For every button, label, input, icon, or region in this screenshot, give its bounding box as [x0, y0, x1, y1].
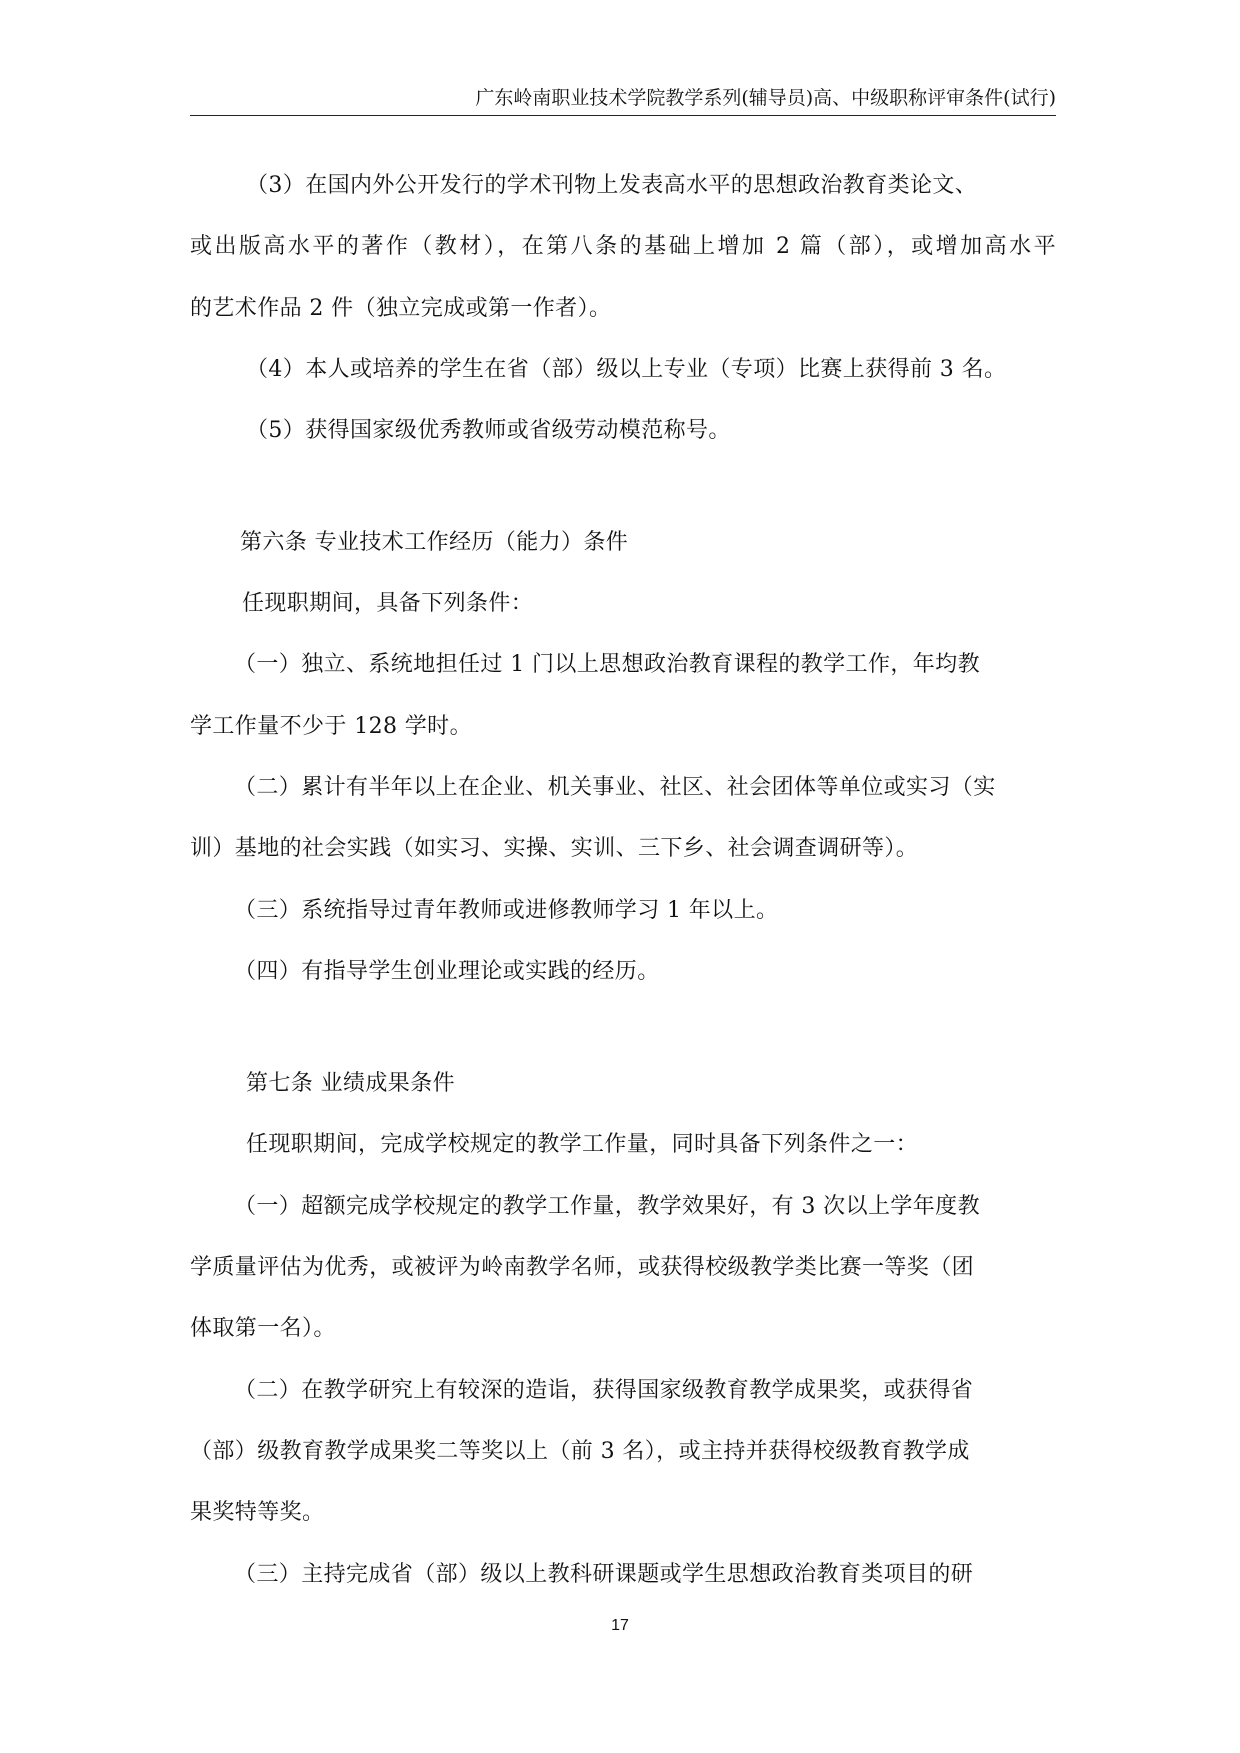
text-line: （4）本人或培养的学生在省（部）级以上专业（专项）比赛上获得前 3 名。 — [246, 357, 1007, 382]
text-line: （3）在国内外公开发行的学术刊物上发表高水平的思想政治教育类论文、 — [246, 173, 978, 198]
text-line: （二）累计有半年以上在企业、机关事业、社区、社会团体等单位或实习（实 — [234, 775, 996, 800]
text-line: 任现职期间，完成学校规定的教学工作量，同时具备下列条件之一： — [246, 1132, 919, 1157]
text-line: （一）独立、系统地担任过 1 门以上思想政治教育课程的教学工作，年均教 — [234, 652, 980, 677]
text-line: （5）获得国家级优秀教师或省级劳动模范称号。 — [246, 418, 731, 443]
text-line: 任现职期间，具备下列条件： — [242, 591, 534, 616]
text-line: 果奖特等奖。 — [190, 1500, 325, 1525]
text-line: （三）系统指导过青年教师或进修教师学习 1 年以上。 — [234, 898, 779, 923]
text-line: 的艺术作品 2 件（独立完成或第一作者）。 — [190, 296, 612, 321]
section-heading: 第七条 业绩成果条件 — [246, 1071, 455, 1096]
text-line: （二）在教学研究上有较深的造诣，获得国家级教育教学成果奖，或获得省 — [234, 1378, 974, 1403]
text-line: 体取第一名）。 — [190, 1316, 336, 1341]
text-line: （四）有指导学生创业理论或实践的经历。 — [234, 959, 660, 984]
text-line: 或出版高水平的著作（教材），在第八条的基础上增加 2 篇（部），或增加高水平 — [190, 234, 1056, 259]
section-heading: 第六条 专业技术工作经历（能力）条件 — [240, 530, 629, 555]
text-line: （三）主持完成省（部）级以上教科研课题或学生思想政治教育类项目的研 — [234, 1562, 974, 1587]
text-line: 学质量评估为优秀，或被评为岭南教学名师，或获得校级教学类比赛一等奖（团 — [190, 1255, 975, 1280]
text-line: （部）级教育教学成果奖二等奖以上（前 3 名），或主持并获得校级教育教学成 — [190, 1439, 970, 1464]
text-line: （一）超额完成学校规定的教学工作量，教学效果好，有 3 次以上学年度教 — [234, 1194, 980, 1219]
text-line: 学工作量不少于 128 学时。 — [190, 714, 472, 739]
page-number: 17 — [611, 1617, 629, 1634]
running-header: 广东岭南职业技术学院教学系列(辅导员)高、中级职称评审条件(试行) — [475, 87, 1056, 109]
header-rule — [190, 115, 1056, 116]
text-line: 训）基地的社会实践（如实习、实操、实训、三下乡、社会调查调研等）。 — [190, 836, 919, 861]
